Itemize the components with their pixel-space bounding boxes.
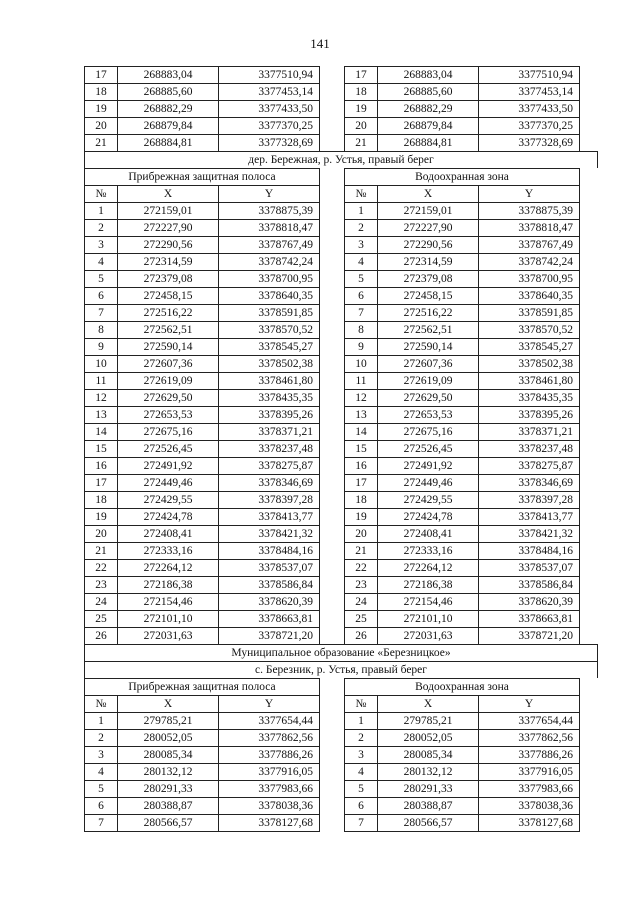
right-y-coordinate: 3378038,36 (478, 797, 580, 814)
left-y-coordinate: 3378742,24 (218, 253, 320, 270)
table-row (84, 202, 598, 219)
left-point-number: 8 (84, 321, 117, 338)
right-point-number: 8 (344, 321, 377, 338)
right-point-number: 2 (344, 219, 377, 236)
table-row (84, 117, 598, 134)
left-y-coordinate: 3378346,69 (218, 474, 320, 491)
right-x-coordinate: 272290,56 (377, 236, 478, 253)
table-row (84, 236, 598, 253)
left-x-coordinate: 272590,14 (117, 338, 218, 355)
left-y-coordinate: 3378663,81 (218, 610, 320, 627)
section1-right-title: Водоохранная зона (344, 168, 580, 185)
right-y-coordinate: 3377433,50 (478, 100, 580, 117)
right-point-number: 3 (344, 236, 377, 253)
left-point-number: 24 (84, 593, 117, 610)
left-y-coordinate: 3378545,27 (218, 338, 320, 355)
left-x-coordinate: 268884,81 (117, 134, 218, 151)
right-point-number: 24 (344, 593, 377, 610)
right-y-coordinate: 3378875,39 (478, 202, 580, 219)
header-no: № (344, 185, 377, 202)
table-row (84, 457, 598, 474)
left-y-coordinate: 3378591,85 (218, 304, 320, 321)
left-point-number: 2 (84, 729, 117, 746)
right-point-number: 15 (344, 440, 377, 457)
table-row (84, 134, 598, 151)
left-x-coordinate: 272607,36 (117, 355, 218, 372)
left-x-coordinate: 272227,90 (117, 219, 218, 236)
section2-title: с. Березник, р. Устья, правый берег (84, 661, 598, 678)
left-point-number: 14 (84, 423, 117, 440)
left-x-coordinate: 268882,29 (117, 100, 218, 117)
left-x-coordinate: 272653,53 (117, 406, 218, 423)
right-point-number: 25 (344, 610, 377, 627)
table-row (84, 491, 598, 508)
right-y-coordinate: 3378346,69 (478, 474, 580, 491)
right-x-coordinate: 268882,29 (377, 100, 478, 117)
right-point-number: 1 (344, 712, 377, 729)
section1-subtitle-row (84, 168, 598, 185)
left-point-number: 20 (84, 117, 117, 134)
left-y-coordinate: 3378818,47 (218, 219, 320, 236)
left-x-coordinate: 272516,22 (117, 304, 218, 321)
table-row (84, 355, 598, 372)
right-point-number: 23 (344, 576, 377, 593)
left-point-number: 2 (84, 219, 117, 236)
left-point-number: 22 (84, 559, 117, 576)
left-x-coordinate: 272526,45 (117, 440, 218, 457)
left-point-number: 1 (84, 202, 117, 219)
right-y-coordinate: 3378742,24 (478, 253, 580, 270)
right-point-number: 4 (344, 253, 377, 270)
right-y-coordinate: 3378237,48 (478, 440, 580, 457)
left-x-coordinate: 272429,55 (117, 491, 218, 508)
right-y-coordinate: 3377862,56 (478, 729, 580, 746)
left-point-number: 17 (84, 474, 117, 491)
right-point-number: 21 (344, 134, 377, 151)
right-x-coordinate: 272562,51 (377, 321, 478, 338)
right-x-coordinate: 272516,22 (377, 304, 478, 321)
left-x-coordinate: 272314,59 (117, 253, 218, 270)
right-x-coordinate: 272101,10 (377, 610, 478, 627)
left-x-coordinate: 272449,46 (117, 474, 218, 491)
right-point-number: 19 (344, 100, 377, 117)
left-y-coordinate: 3378275,87 (218, 457, 320, 474)
right-x-coordinate: 272031,63 (377, 627, 478, 644)
header-y: Y (478, 695, 580, 712)
section1-header-row (84, 185, 598, 202)
left-point-number: 4 (84, 253, 117, 270)
left-y-coordinate: 3378640,35 (218, 287, 320, 304)
table-row (84, 440, 598, 457)
table-row (84, 100, 598, 117)
table-row (84, 66, 598, 83)
table-row (84, 253, 598, 270)
left-y-coordinate: 3378700,95 (218, 270, 320, 287)
right-point-number: 26 (344, 627, 377, 644)
left-y-coordinate: 3378721,20 (218, 627, 320, 644)
header-x: X (117, 185, 218, 202)
left-x-coordinate: 272458,15 (117, 287, 218, 304)
right-point-number: 4 (344, 763, 377, 780)
right-point-number: 6 (344, 287, 377, 304)
right-point-number: 2 (344, 729, 377, 746)
section2-right-title: Водоохранная зона (344, 678, 580, 695)
right-x-coordinate: 272590,14 (377, 338, 478, 355)
left-y-coordinate: 3377886,26 (218, 746, 320, 763)
right-y-coordinate: 3377654,44 (478, 712, 580, 729)
right-point-number: 17 (344, 66, 377, 83)
right-x-coordinate: 268884,81 (377, 134, 478, 151)
right-point-number: 18 (344, 491, 377, 508)
municipality-row (84, 644, 598, 661)
right-x-coordinate: 268885,60 (377, 83, 478, 100)
left-point-number: 20 (84, 525, 117, 542)
left-y-coordinate: 3378570,52 (218, 321, 320, 338)
header-y: Y (218, 185, 320, 202)
right-y-coordinate: 3378545,27 (478, 338, 580, 355)
right-y-coordinate: 3378700,95 (478, 270, 580, 287)
left-y-coordinate: 3378371,21 (218, 423, 320, 440)
left-y-coordinate: 3378435,35 (218, 389, 320, 406)
table-row (84, 304, 598, 321)
header-no: № (84, 695, 117, 712)
section2-title-row (84, 661, 598, 678)
right-point-number: 9 (344, 338, 377, 355)
section1-rows (84, 202, 598, 644)
table-row (84, 814, 598, 832)
page-number: 141 (310, 36, 330, 51)
table-row (84, 525, 598, 542)
right-point-number: 14 (344, 423, 377, 440)
right-point-number: 22 (344, 559, 377, 576)
left-y-coordinate: 3378484,16 (218, 542, 320, 559)
left-x-coordinate: 272101,10 (117, 610, 218, 627)
left-x-coordinate: 272290,56 (117, 236, 218, 253)
right-point-number: 20 (344, 117, 377, 134)
left-x-coordinate: 268883,04 (117, 66, 218, 83)
right-y-coordinate: 3378413,77 (478, 508, 580, 525)
right-y-coordinate: 3377453,14 (478, 83, 580, 100)
left-x-coordinate: 272379,08 (117, 270, 218, 287)
section1-left-title: Прибрежная защитная полоса (84, 168, 320, 185)
right-x-coordinate: 279785,21 (377, 712, 478, 729)
table-row (84, 610, 598, 627)
left-x-coordinate: 272619,09 (117, 372, 218, 389)
left-x-coordinate: 272675,16 (117, 423, 218, 440)
section2-rows (84, 712, 598, 832)
header-y: Y (478, 185, 580, 202)
table-row (84, 542, 598, 559)
right-x-coordinate: 268879,84 (377, 117, 478, 134)
right-x-coordinate: 272424,78 (377, 508, 478, 525)
left-y-coordinate: 3378875,39 (218, 202, 320, 219)
right-point-number: 17 (344, 474, 377, 491)
left-y-coordinate: 3378767,49 (218, 236, 320, 253)
table-row (84, 406, 598, 423)
right-point-number: 5 (344, 270, 377, 287)
left-y-coordinate: 3377654,44 (218, 712, 320, 729)
municipality-title: Муниципальное образование «Березницкое» (84, 644, 598, 661)
table-row (84, 287, 598, 304)
right-x-coordinate: 280566,57 (377, 814, 478, 832)
left-y-coordinate: 3377862,56 (218, 729, 320, 746)
section2-header-row (84, 695, 598, 712)
right-x-coordinate: 272449,46 (377, 474, 478, 491)
left-point-number: 5 (84, 780, 117, 797)
left-x-coordinate: 272159,01 (117, 202, 218, 219)
left-point-number: 19 (84, 100, 117, 117)
right-point-number: 21 (344, 542, 377, 559)
table-row (84, 372, 598, 389)
left-x-coordinate: 272629,50 (117, 389, 218, 406)
right-y-coordinate: 3378586,84 (478, 576, 580, 593)
right-y-coordinate: 3378421,32 (478, 525, 580, 542)
right-y-coordinate: 3377370,25 (478, 117, 580, 134)
left-point-number: 13 (84, 406, 117, 423)
table-row (84, 780, 598, 797)
left-x-coordinate: 280388,87 (117, 797, 218, 814)
right-x-coordinate: 272429,55 (377, 491, 478, 508)
left-y-coordinate: 3378127,68 (218, 814, 320, 832)
right-x-coordinate: 272154,46 (377, 593, 478, 610)
left-x-coordinate: 279785,21 (117, 712, 218, 729)
table-row (84, 83, 598, 100)
right-y-coordinate: 3378570,52 (478, 321, 580, 338)
left-point-number: 17 (84, 66, 117, 83)
left-x-coordinate: 280291,33 (117, 780, 218, 797)
left-y-coordinate: 3378620,39 (218, 593, 320, 610)
left-point-number: 7 (84, 814, 117, 832)
left-x-coordinate: 272186,38 (117, 576, 218, 593)
left-point-number: 12 (84, 389, 117, 406)
right-y-coordinate: 3378620,39 (478, 593, 580, 610)
left-point-number: 9 (84, 338, 117, 355)
right-x-coordinate: 272653,53 (377, 406, 478, 423)
header-no: № (344, 695, 377, 712)
right-x-coordinate: 280052,05 (377, 729, 478, 746)
table-row (84, 746, 598, 763)
right-x-coordinate: 272314,59 (377, 253, 478, 270)
left-x-coordinate: 280052,05 (117, 729, 218, 746)
right-x-coordinate: 272491,92 (377, 457, 478, 474)
left-x-coordinate: 280085,34 (117, 746, 218, 763)
right-point-number: 16 (344, 457, 377, 474)
left-point-number: 23 (84, 576, 117, 593)
left-point-number: 18 (84, 491, 117, 508)
table-row (84, 763, 598, 780)
header-y: Y (218, 695, 320, 712)
right-point-number: 7 (344, 814, 377, 832)
right-y-coordinate: 3378640,35 (478, 287, 580, 304)
left-y-coordinate: 3378397,28 (218, 491, 320, 508)
table-row (84, 508, 598, 525)
right-y-coordinate: 3378663,81 (478, 610, 580, 627)
table-row (84, 712, 598, 729)
right-point-number: 12 (344, 389, 377, 406)
right-y-coordinate: 3378371,21 (478, 423, 580, 440)
left-point-number: 15 (84, 440, 117, 457)
left-y-coordinate: 3377983,66 (218, 780, 320, 797)
right-x-coordinate: 272629,50 (377, 389, 478, 406)
right-y-coordinate: 3377916,05 (478, 763, 580, 780)
right-x-coordinate: 272526,45 (377, 440, 478, 457)
right-x-coordinate: 280291,33 (377, 780, 478, 797)
right-point-number: 20 (344, 525, 377, 542)
left-point-number: 1 (84, 712, 117, 729)
left-x-coordinate: 272562,51 (117, 321, 218, 338)
section2-subtitle-row (84, 678, 598, 695)
right-x-coordinate: 272186,38 (377, 576, 478, 593)
left-point-number: 11 (84, 372, 117, 389)
right-point-number: 10 (344, 355, 377, 372)
right-x-coordinate: 272619,09 (377, 372, 478, 389)
right-x-coordinate: 268883,04 (377, 66, 478, 83)
left-point-number: 6 (84, 287, 117, 304)
right-y-coordinate: 3378591,85 (478, 304, 580, 321)
left-x-coordinate: 272031,63 (117, 627, 218, 644)
right-x-coordinate: 272607,36 (377, 355, 478, 372)
right-point-number: 3 (344, 746, 377, 763)
right-y-coordinate: 3378721,20 (478, 627, 580, 644)
left-point-number: 18 (84, 83, 117, 100)
left-point-number: 10 (84, 355, 117, 372)
right-x-coordinate: 272264,12 (377, 559, 478, 576)
right-x-coordinate: 272458,15 (377, 287, 478, 304)
left-point-number: 3 (84, 746, 117, 763)
table-row (84, 423, 598, 440)
table-row (84, 576, 598, 593)
right-y-coordinate: 3378767,49 (478, 236, 580, 253)
left-point-number: 25 (84, 610, 117, 627)
left-point-number: 6 (84, 797, 117, 814)
right-point-number: 11 (344, 372, 377, 389)
left-y-coordinate: 3378421,32 (218, 525, 320, 542)
right-y-coordinate: 3377886,26 (478, 746, 580, 763)
left-y-coordinate: 3378237,48 (218, 440, 320, 457)
left-y-coordinate: 3377370,25 (218, 117, 320, 134)
table-row (84, 474, 598, 491)
left-point-number: 3 (84, 236, 117, 253)
left-y-coordinate: 3377916,05 (218, 763, 320, 780)
left-point-number: 4 (84, 763, 117, 780)
right-x-coordinate: 272333,16 (377, 542, 478, 559)
right-point-number: 19 (344, 508, 377, 525)
right-x-coordinate: 272408,41 (377, 525, 478, 542)
left-y-coordinate: 3378395,26 (218, 406, 320, 423)
table-row (84, 593, 598, 610)
right-y-coordinate: 3378484,16 (478, 542, 580, 559)
right-y-coordinate: 3378397,28 (478, 491, 580, 508)
table-row (84, 219, 598, 236)
left-y-coordinate: 3377453,14 (218, 83, 320, 100)
table-row (84, 338, 598, 355)
left-x-coordinate: 272424,78 (117, 508, 218, 525)
left-point-number: 19 (84, 508, 117, 525)
left-y-coordinate: 3377510,94 (218, 66, 320, 83)
right-y-coordinate: 3378537,07 (478, 559, 580, 576)
table-row (84, 559, 598, 576)
coordinates-document (84, 66, 598, 832)
left-point-number: 21 (84, 134, 117, 151)
right-x-coordinate: 272159,01 (377, 202, 478, 219)
table-row (84, 797, 598, 814)
left-y-coordinate: 3378461,80 (218, 372, 320, 389)
right-point-number: 5 (344, 780, 377, 797)
left-x-coordinate: 268879,84 (117, 117, 218, 134)
right-y-coordinate: 3378461,80 (478, 372, 580, 389)
right-x-coordinate: 280388,87 (377, 797, 478, 814)
right-y-coordinate: 3378275,87 (478, 457, 580, 474)
right-y-coordinate: 3377328,69 (478, 134, 580, 151)
right-y-coordinate: 3377983,66 (478, 780, 580, 797)
table-row (84, 627, 598, 644)
left-y-coordinate: 3378413,77 (218, 508, 320, 525)
left-y-coordinate: 3378537,07 (218, 559, 320, 576)
right-x-coordinate: 280085,34 (377, 746, 478, 763)
section2-left-title: Прибрежная защитная полоса (84, 678, 320, 695)
right-y-coordinate: 3378395,26 (478, 406, 580, 423)
left-y-coordinate: 3378502,38 (218, 355, 320, 372)
left-point-number: 16 (84, 457, 117, 474)
section1-title-row (84, 151, 598, 168)
right-x-coordinate: 272675,16 (377, 423, 478, 440)
right-y-coordinate: 3377510,94 (478, 66, 580, 83)
left-point-number: 21 (84, 542, 117, 559)
right-y-coordinate: 3378502,38 (478, 355, 580, 372)
right-point-number: 1 (344, 202, 377, 219)
left-x-coordinate: 272264,12 (117, 559, 218, 576)
right-point-number: 6 (344, 797, 377, 814)
header-x: X (117, 695, 218, 712)
header-no: № (84, 185, 117, 202)
continuation-table (84, 66, 598, 151)
left-point-number: 5 (84, 270, 117, 287)
table-row (84, 321, 598, 338)
left-point-number: 7 (84, 304, 117, 321)
right-point-number: 18 (344, 83, 377, 100)
header-x: X (377, 695, 478, 712)
right-y-coordinate: 3378127,68 (478, 814, 580, 832)
left-x-coordinate: 272154,46 (117, 593, 218, 610)
left-x-coordinate: 268885,60 (117, 83, 218, 100)
table-row (84, 270, 598, 287)
left-y-coordinate: 3378586,84 (218, 576, 320, 593)
left-x-coordinate: 280566,57 (117, 814, 218, 832)
right-x-coordinate: 272227,90 (377, 219, 478, 236)
left-x-coordinate: 272333,16 (117, 542, 218, 559)
right-x-coordinate: 280132,12 (377, 763, 478, 780)
section1-title: дер. Бережная, р. Устья, правый берег (84, 151, 598, 168)
left-y-coordinate: 3378038,36 (218, 797, 320, 814)
left-point-number: 26 (84, 627, 117, 644)
right-point-number: 13 (344, 406, 377, 423)
left-x-coordinate: 280132,12 (117, 763, 218, 780)
left-x-coordinate: 272408,41 (117, 525, 218, 542)
left-x-coordinate: 272491,92 (117, 457, 218, 474)
table-row (84, 729, 598, 746)
right-y-coordinate: 3378435,35 (478, 389, 580, 406)
right-point-number: 7 (344, 304, 377, 321)
left-y-coordinate: 3377328,69 (218, 134, 320, 151)
left-y-coordinate: 3377433,50 (218, 100, 320, 117)
header-x: X (377, 185, 478, 202)
table-row (84, 389, 598, 406)
right-x-coordinate: 272379,08 (377, 270, 478, 287)
right-y-coordinate: 3378818,47 (478, 219, 580, 236)
